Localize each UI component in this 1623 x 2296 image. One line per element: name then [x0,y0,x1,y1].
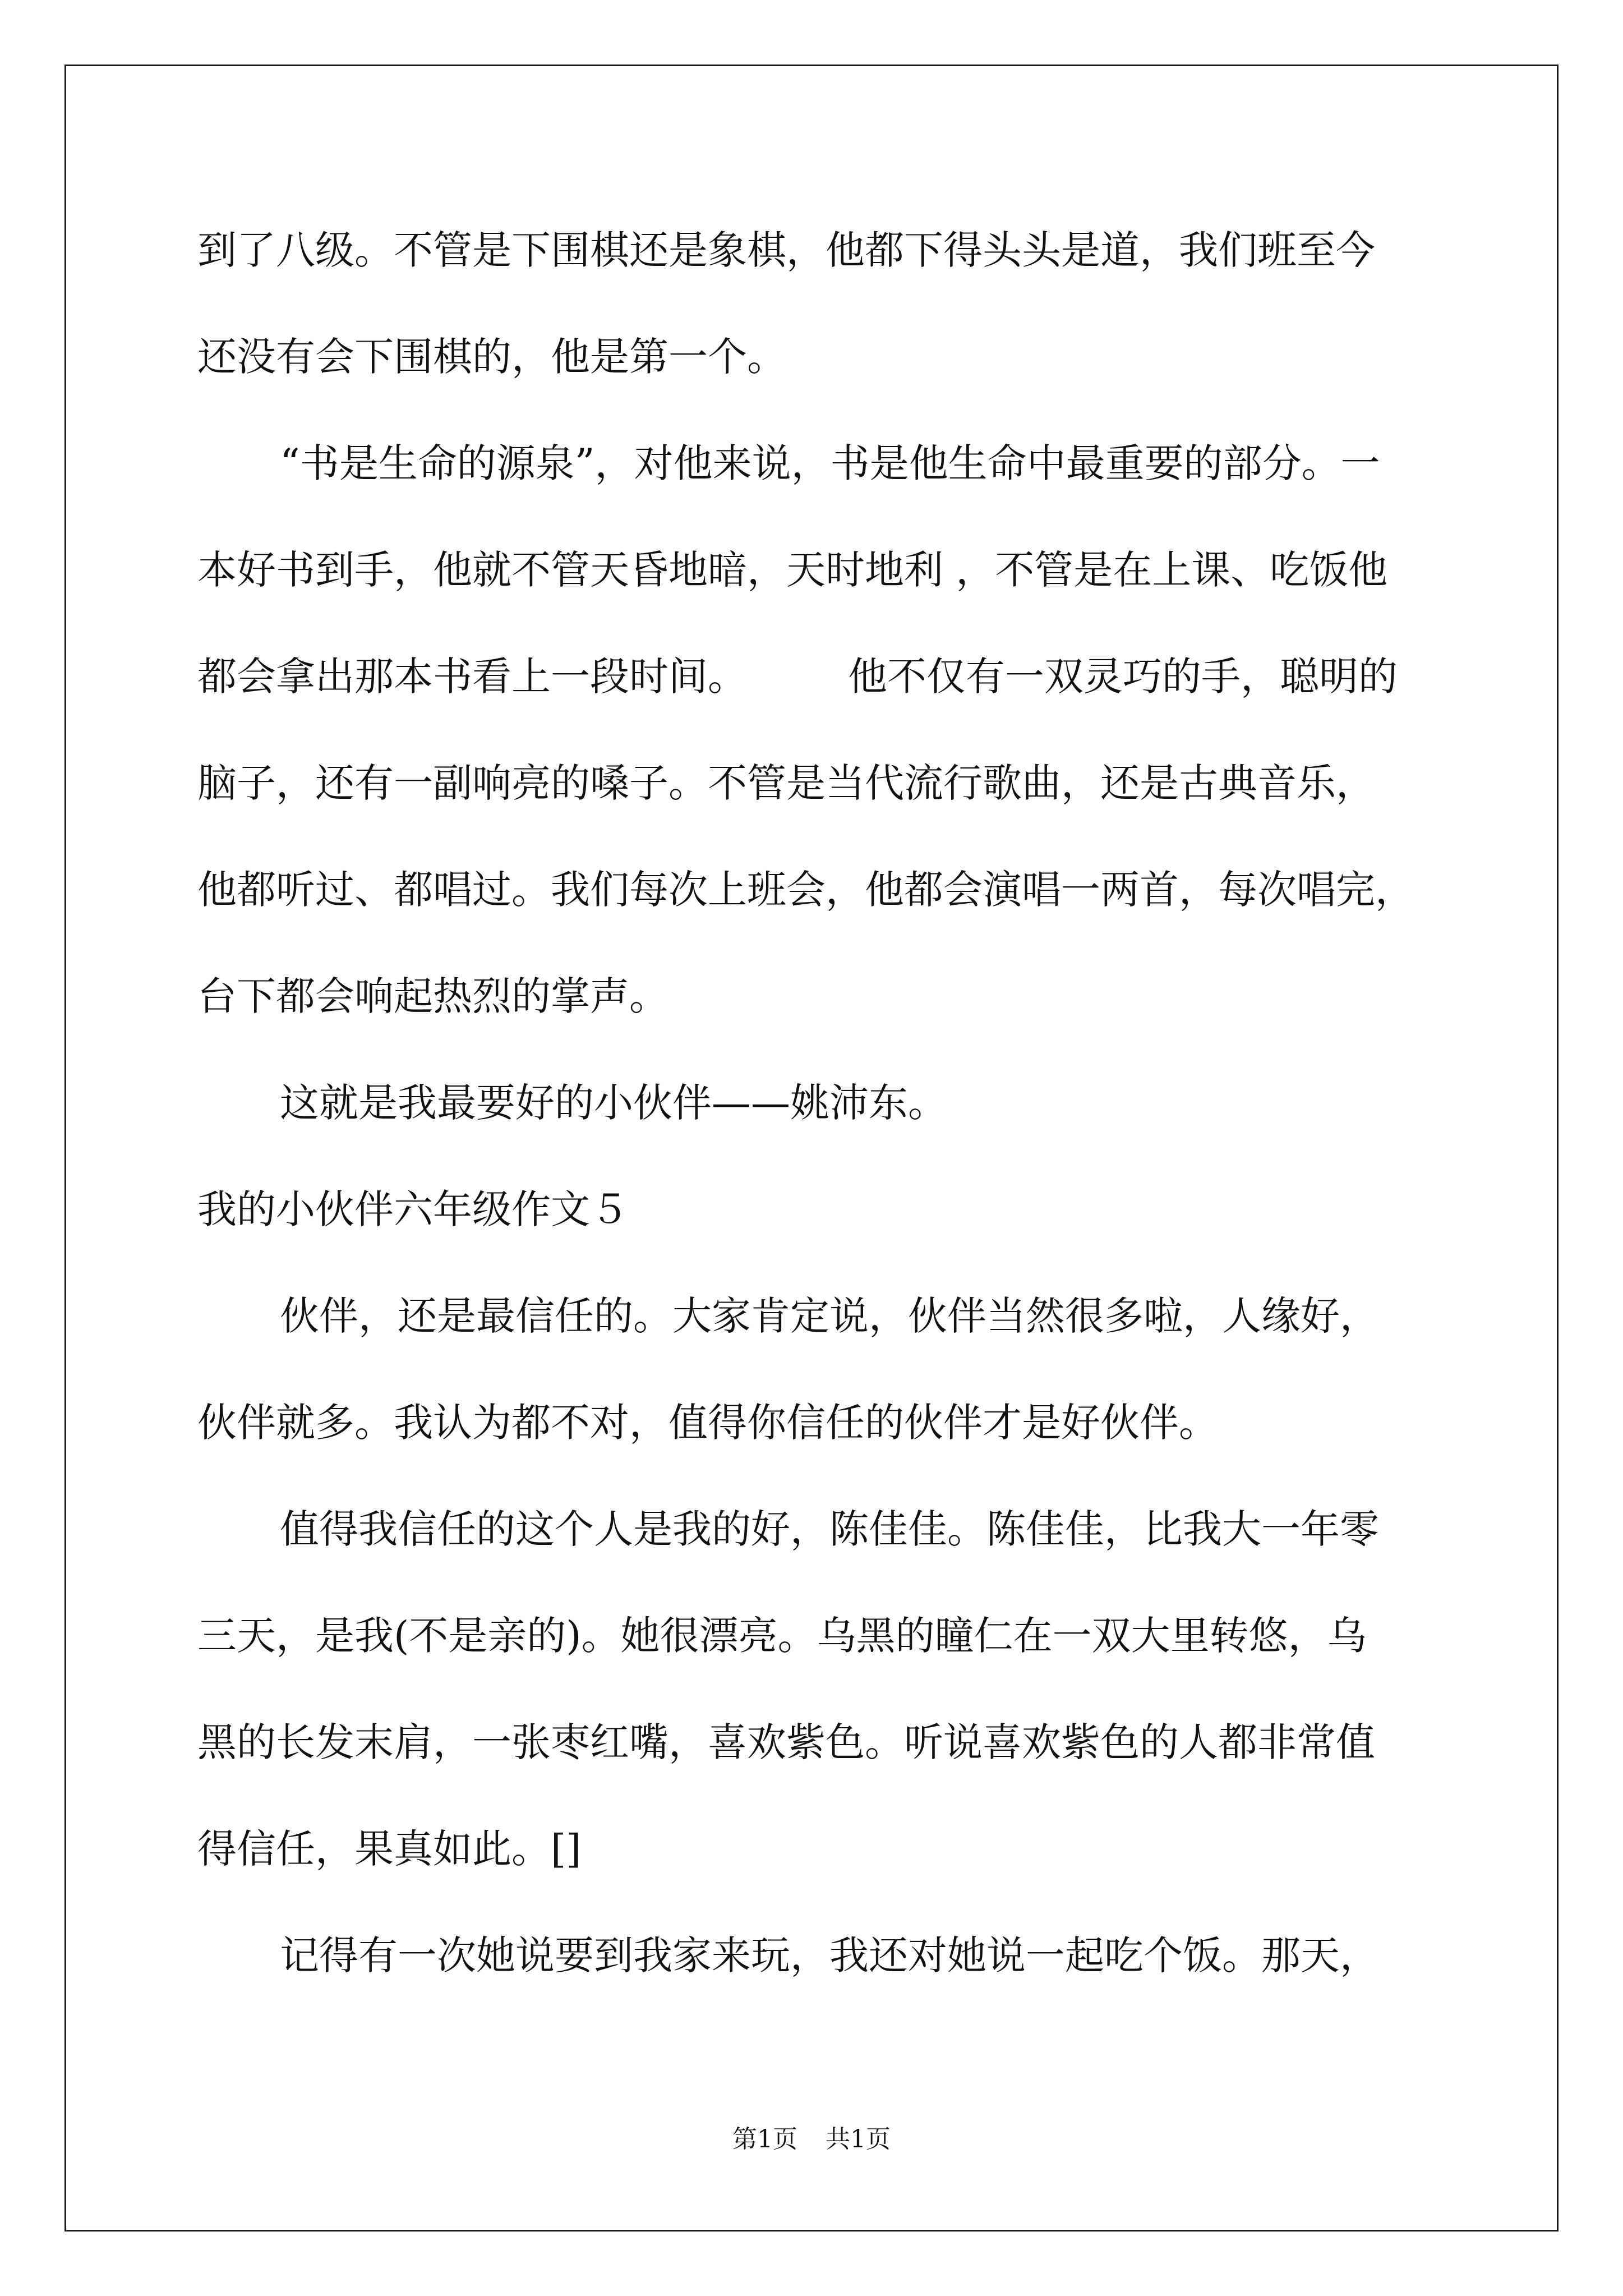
text-line [197,650,1431,756]
section-heading: 我的小伙伴六年级作文５ [197,1186,629,1232]
paragraph-start-line: 这就是我最要好的小伙伴——姚沛东。 [280,1080,947,1126]
text-line: 脑子，还有一副响亮的嗓子。不管是当代流行歌曲，还是古典音乐， [197,760,1375,806]
text-segment: 他不仅有一双灵巧的手，聪明的 [848,654,1398,700]
page-number-total: 共1页 [826,2125,891,2154]
text-line: 还没有会下围棋的，他是第一个。 [197,334,786,380]
document-body [197,223,1431,2035]
page-footer [0,2123,1623,2156]
paragraph-start-line: 记得有一次她说要到我家来玩，我还对她说一起吃个饭。那天， [280,1932,1379,1978]
text-line: 伙伴就多。我认为都不对，值得你信任的伙伴才是好伙伴。 [197,1400,1218,1446]
text-segment: 都会拿出那本书看上一段时间。 [197,654,747,700]
paragraph-start-line: 伙伴，还是最信任的。大家肯定说，伙伴当然很多啦，人缘好， [280,1293,1379,1339]
text-line: 到了八级。不管是下围棋还是象棋，他都下得头头是道，我们班至今 [197,227,1375,273]
text-line: 本好书到手，他就不管天昏地暗，天时地利 ，不管是在上课、吃饭他 [197,547,1388,593]
text-line: 得信任，果真如此。[] [197,1826,582,1872]
paragraph-start-line: 值得我信任的这个人是我的好，陈佳佳。陈佳佳，比我大一年零 [280,1506,1379,1552]
text-line: 台下都会响起热烈的掌声。 [197,973,668,1019]
paragraph-start-line: “书是生命的源泉”，对他来说，书是他生命中最重要的部分。一 [280,440,1380,486]
text-line: 他都听过、都唱过。我们每次上班会，他都会演唱一两首，每次唱完， [197,867,1414,913]
text-line: 黑的长发末肩，一张枣红嘴，喜欢紫色。听说喜欢紫色的人都非常值 [197,1719,1375,1765]
page-number-current: 第1页 [732,2125,797,2154]
text-line: 三天，是我(不是亲的)。她很漂亮。乌黑的瞳仁在一双大里转悠，乌 [197,1613,1367,1659]
